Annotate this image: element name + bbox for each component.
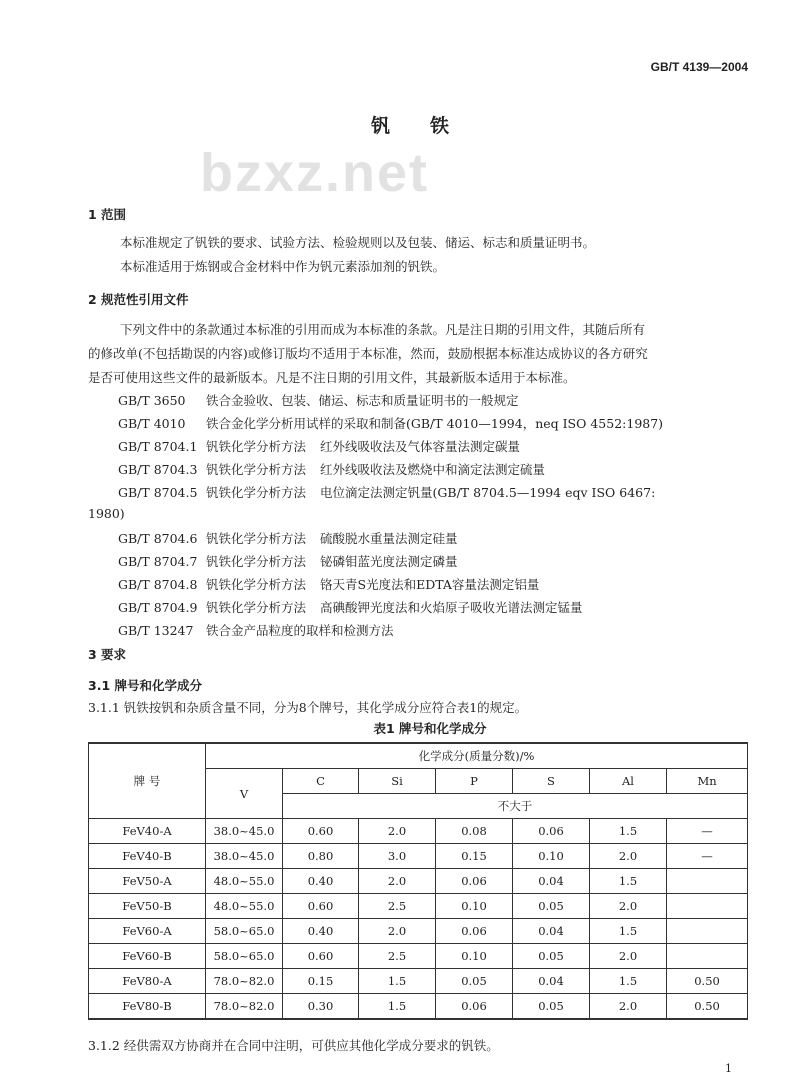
header-chem-composition: 化学成分(质量分数)/% [206, 743, 748, 769]
cell-s: 0.05 [513, 894, 590, 919]
header-c: C [283, 769, 359, 794]
reference-code: GB/T 13247 [118, 623, 194, 638]
cell-grade: FeV60-A [89, 919, 206, 944]
header-al: Al [590, 769, 667, 794]
cell-al: 1.5 [590, 919, 667, 944]
cell-grade: FeV80-B [89, 994, 206, 1020]
cell-c: 0.40 [283, 869, 359, 894]
cell-p: 0.08 [436, 819, 513, 844]
header-mn: Mn [667, 769, 748, 794]
section-3-1-heading: 3.1 牌号和化学成分 [88, 678, 202, 693]
cell-grade: FeV60-B [89, 944, 206, 969]
cell-v: 78.0~82.0 [206, 994, 283, 1020]
header-p: P [436, 769, 513, 794]
cell-p: 0.06 [436, 994, 513, 1020]
reference-item [118, 598, 583, 616]
reference-name: 铁合金化学分析用试样的采取和制备(GB/T 4010—1994，neq ISO 4552:1987) [206, 416, 664, 431]
reference-code: GB/T 8704.5 [118, 485, 198, 500]
cell-c: 0.30 [283, 994, 359, 1020]
table-caption: 表1 牌号和化学成分 [373, 721, 487, 736]
cell-p: 0.10 [436, 894, 513, 919]
cell-s: 0.05 [513, 994, 590, 1020]
cell-mn: — [667, 819, 748, 844]
reference-name: 铁合金产品粒度的取样和检测方法 [206, 623, 394, 638]
page-number: 1 [725, 1062, 732, 1075]
standard-number: GB/T 4139—2004 [650, 60, 748, 74]
cell-p: 0.06 [436, 869, 513, 894]
reference-name: 钒铁化学分析方法 [206, 600, 307, 615]
reference-code: GB/T 3650 [118, 393, 186, 408]
reference-code: GB/T 8704.6 [118, 531, 198, 546]
reference-name: 钒铁化学分析方法 [206, 462, 307, 477]
table-row [89, 994, 748, 1020]
cell-s: 0.06 [513, 819, 590, 844]
reference-name: 钒铁化学分析方法 [206, 577, 307, 592]
cell-si: 2.0 [359, 919, 436, 944]
cell-v: 58.0~65.0 [206, 919, 283, 944]
reference-item [118, 460, 545, 478]
cell-mn [667, 869, 748, 894]
cell-grade: FeV50-B [89, 894, 206, 919]
section-2-para: 是否可使用这些文件的最新版本。凡是不注日期的引用文件，其最新版本适用于本标准。 [88, 370, 576, 385]
reference-code: GB/T 8704.8 [118, 577, 198, 592]
reference-code: GB/T 8704.1 [118, 439, 198, 454]
reference-item [118, 437, 520, 455]
cell-p: 0.15 [436, 844, 513, 869]
reference-item [118, 483, 655, 501]
cell-v: 38.0~45.0 [206, 819, 283, 844]
cell-p: 0.10 [436, 944, 513, 969]
reference-item [118, 575, 539, 593]
cell-s: 0.04 [513, 869, 590, 894]
watermark: bzxz.net [200, 143, 430, 203]
reference-item [118, 529, 458, 547]
table-row [89, 844, 748, 869]
header-v: V [206, 769, 283, 819]
reference-name: 铁合金验收、包装、储运、标志和质量证明书的一般规定 [206, 393, 519, 408]
section-1-para: 本标准规定了钒铁的要求、试验方法、检验规则以及包装、储运、标志和质量证明书。 [120, 235, 596, 250]
clause-3-1-1: 3.1.1 钒铁按钒和杂质含量不同，分为8个牌号，其化学成分应符合表1的规定。 [88, 700, 528, 715]
cell-si: 2.5 [359, 894, 436, 919]
cell-al: 1.5 [590, 819, 667, 844]
header-grade: 牌 号 [89, 743, 206, 819]
reference-name: 钒铁化学分析方法 [206, 485, 307, 500]
cell-v: 58.0~65.0 [206, 944, 283, 969]
section-1-para: 本标准适用于炼钢或合金材料中作为钒元素添加剂的钒铁。 [120, 259, 446, 274]
cell-mn [667, 919, 748, 944]
page-title: 钒铁 [370, 115, 489, 137]
cell-si: 1.5 [359, 969, 436, 994]
cell-s: 0.04 [513, 919, 590, 944]
reference-method: 铬天青S光度法和EDTA容量法测定铝量 [320, 577, 540, 592]
reference-method: 铋磷钼蓝光度法测定磷量 [320, 554, 458, 569]
reference-item [118, 552, 458, 570]
cell-v: 38.0~45.0 [206, 844, 283, 869]
cell-c: 0.60 [283, 894, 359, 919]
reference-continuation: 1980) [88, 506, 125, 521]
table-row [89, 869, 748, 894]
cell-si: 3.0 [359, 844, 436, 869]
cell-si: 1.5 [359, 994, 436, 1020]
cell-c: 0.60 [283, 819, 359, 844]
cell-al: 2.0 [590, 894, 667, 919]
reference-method: 红外线吸收法及燃烧中和滴定法测定硫量 [320, 462, 546, 477]
reference-code: GB/T 8704.3 [118, 462, 198, 477]
reference-method: 电位滴定法测定钒量(GB/T 8704.5—1994 eqv ISO 6467: [320, 485, 656, 500]
cell-al: 2.0 [590, 994, 667, 1020]
cell-s: 0.10 [513, 844, 590, 869]
table-row [89, 894, 748, 919]
reference-code: GB/T 4010 [118, 416, 186, 431]
cell-al: 2.0 [590, 944, 667, 969]
cell-c: 0.60 [283, 944, 359, 969]
cell-al: 2.0 [590, 844, 667, 869]
cell-grade: FeV50-A [89, 869, 206, 894]
header-s: S [513, 769, 590, 794]
cell-grade: FeV80-A [89, 969, 206, 994]
cell-al: 1.5 [590, 969, 667, 994]
cell-si: 2.0 [359, 819, 436, 844]
reference-name: 钒铁化学分析方法 [206, 531, 307, 546]
table-row [89, 969, 748, 994]
section-1-heading: 1 范围 [88, 207, 127, 222]
cell-p: 0.06 [436, 919, 513, 944]
cell-grade: FeV40-B [89, 844, 206, 869]
cell-s: 0.04 [513, 969, 590, 994]
cell-mn: 0.50 [667, 969, 748, 994]
table-row [89, 944, 748, 969]
cell-c: 0.40 [283, 919, 359, 944]
cell-mn: — [667, 844, 748, 869]
cell-c: 0.15 [283, 969, 359, 994]
section-2-para: 的修改单(不包括勘误的内容)或修订版均不适用于本标准，然而，鼓励根据本标准达成协议的各方研究 [88, 346, 648, 361]
table-row [89, 819, 748, 844]
reference-item [118, 391, 533, 409]
cell-mn: 0.50 [667, 994, 748, 1020]
header-not-more-than: 不大于 [283, 794, 748, 819]
table-row [89, 919, 748, 944]
cell-c: 0.80 [283, 844, 359, 869]
cell-grade: FeV40-A [89, 819, 206, 844]
cell-s: 0.05 [513, 944, 590, 969]
reference-method: 红外线吸收法及气体容量法测定碳量 [320, 439, 521, 454]
cell-v: 48.0~55.0 [206, 869, 283, 894]
composition-table [88, 742, 748, 1020]
section-2-para: 下列文件中的条款通过本标准的引用而成为本标准的条款。凡是注日期的引用文件，其随后所有 [120, 322, 646, 337]
cell-si: 2.5 [359, 944, 436, 969]
reference-code: GB/T 8704.7 [118, 554, 198, 569]
cell-mn [667, 944, 748, 969]
cell-p: 0.05 [436, 969, 513, 994]
cell-al: 1.5 [590, 869, 667, 894]
reference-name: 钒铁化学分析方法 [206, 554, 307, 569]
reference-code: GB/T 8704.9 [118, 600, 198, 615]
section-3-heading: 3 要求 [88, 647, 127, 662]
cell-si: 2.0 [359, 869, 436, 894]
reference-method: 硫酸脱水重量法测定硅量 [320, 531, 458, 546]
reference-item [118, 621, 408, 639]
header-si: Si [359, 769, 436, 794]
reference-method: 高碘酸钾光度法和火焰原子吸收光谱法测定锰量 [320, 600, 583, 615]
reference-item [118, 414, 677, 432]
cell-v: 48.0~55.0 [206, 894, 283, 919]
cell-v: 78.0~82.0 [206, 969, 283, 994]
reference-name: 钒铁化学分析方法 [206, 439, 307, 454]
clause-3-1-2: 3.1.2 经供需双方协商并在合同中注明，可供应其他化学成分要求的钒铁。 [88, 1038, 499, 1053]
section-2-heading: 2 规范性引用文件 [88, 292, 189, 307]
cell-mn [667, 894, 748, 919]
